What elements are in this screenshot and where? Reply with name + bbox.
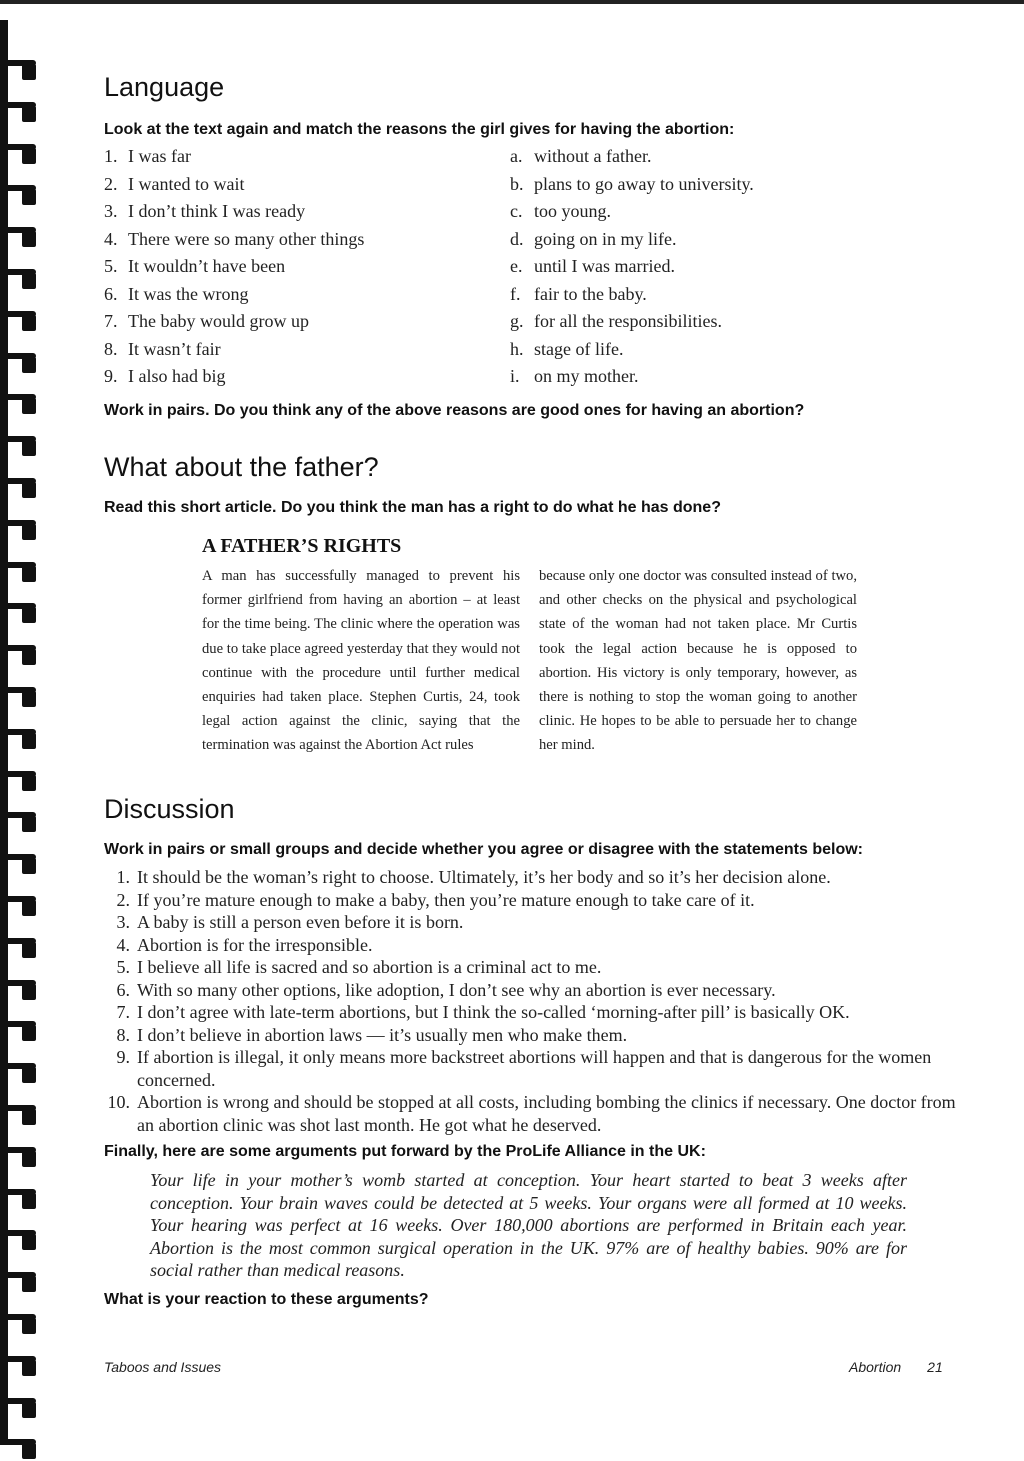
language-instruction: Look at the text again and match the reasons the girl gives for having the abortion:	[104, 121, 735, 138]
match-row	[104, 146, 804, 174]
right-item-letter: a.	[510, 146, 523, 166]
binding-ring	[0, 520, 40, 542]
binding-ring	[0, 1063, 40, 1085]
discussion-item	[104, 1091, 964, 1136]
left-item-number: 5.	[104, 256, 118, 276]
binding-ring	[0, 311, 40, 333]
left-item-text: I wanted to wait	[128, 173, 245, 194]
discussion-item-number: 7.	[116, 1002, 130, 1022]
discussion-item	[104, 979, 964, 1002]
binding-ring	[0, 771, 40, 793]
discussion-item-text: Abortion is for the irresponsible.	[137, 934, 373, 955]
binding-ring	[0, 729, 40, 751]
footer-section: Abortion	[849, 1359, 902, 1375]
matching-exercise	[104, 146, 804, 394]
left-item-text: It was the wrong	[128, 283, 249, 304]
discussion-item-number: 6.	[116, 979, 130, 1000]
left-item-text: I also had big	[128, 366, 226, 386]
father-instruction: Read this short article. Do you think the man has a right to do what he has done?	[104, 499, 721, 516]
footer-right	[849, 1359, 943, 1375]
left-item-text: The baby would grow up	[128, 311, 309, 331]
left-item-number: 2.	[104, 173, 118, 194]
binding-ring	[0, 1439, 40, 1461]
binding-ring	[0, 1189, 40, 1211]
discussion-item-text: If you’re mature enough to make a baby, then you’re mature enough to take care of it.	[137, 889, 755, 910]
discussion-item-number: 8.	[116, 1024, 130, 1045]
left-item-number: 3.	[104, 201, 118, 221]
discussion-item-text: Abortion is wrong and should be stopped at all costs, including bombing the clinics if necessary. One doctor from an abortion clinic was shot last month. He got what he deserved.	[137, 1092, 956, 1135]
match-row	[104, 339, 804, 367]
binding-ring	[0, 102, 40, 124]
binding-ring	[0, 353, 40, 375]
discussion-item-number: 3.	[116, 912, 130, 932]
discussion-list	[104, 866, 964, 1136]
footer-book-title: Taboos and Issues	[104, 1359, 222, 1375]
binding-ring	[0, 645, 40, 667]
discussion-item	[104, 1046, 964, 1091]
binding-ring	[0, 436, 40, 458]
discussion-item	[104, 889, 964, 912]
binding-ring	[0, 1398, 40, 1420]
right-item-letter: h.	[510, 338, 524, 359]
binding-ring	[0, 1230, 40, 1252]
article-column-2: because only one doctor was consulted instead of two, and other checks on the physical and psychological state of the woman had not taken place. Mr Curtis took the legal action because he is opposed to abortion. His victory is only temporary, however, as there is nothing to stop the woman going to another clinic. He hopes to be able to persuade her to change her mind.	[539, 568, 857, 754]
discussion-item	[104, 934, 964, 957]
spiral-binding	[0, 20, 44, 1440]
reaction-question: What is your reaction to these arguments?	[104, 1291, 429, 1308]
right-item-letter: i.	[510, 366, 520, 386]
left-item-text: It wouldn’t have been	[128, 256, 286, 276]
left-item-number: 9.	[104, 366, 118, 386]
match-row	[104, 311, 804, 339]
binding-ring	[0, 144, 40, 166]
left-item-number: 7.	[104, 311, 118, 331]
binding-ring	[0, 603, 40, 625]
pairs-instruction: Work in pairs. Do you think any of the above reasons are good ones for having an abortion?	[104, 402, 805, 419]
right-item-letter: b.	[510, 173, 524, 194]
match-row	[104, 174, 804, 202]
discussion-item-text: I don’t agree with late-term abortions, but I think the so-called ‘morning-after pill’ is basically OK.	[137, 1002, 850, 1022]
left-item-number: 4.	[104, 228, 118, 249]
discussion-item-text: With so many other options, like adoption, I don’t see why an abortion is ever necessary.	[137, 979, 776, 1000]
discussion-item-number: 4.	[116, 934, 130, 955]
match-row	[104, 256, 804, 284]
left-item-text: I was far	[128, 146, 191, 166]
right-item-text: on my mother.	[534, 366, 639, 386]
discussion-item	[104, 911, 964, 934]
prolife-quote: Your life in your mother’s womb started at conception. Your heart started to beat 3 weeks after conception. Your brain waves could be detected at 5 weeks. Your organs were all formed at 10 weeks. Your hearing was perfect at 16 weeks. Over 180,000 abortions are performed in Britain each year. Abortion is the most common surgical operation in the UK. 97% are of healthy babies. 90% are for social rather than medical reasons.	[150, 1170, 907, 1281]
right-item-letter: c.	[510, 201, 523, 221]
match-row	[104, 366, 804, 394]
right-item-letter: f.	[510, 283, 521, 304]
language-heading: Language	[104, 72, 225, 102]
discussion-item-number: 9.	[116, 1047, 130, 1067]
discussion-item-number: 1.	[116, 867, 130, 887]
father-heading: What about the father?	[104, 452, 379, 482]
match-row	[104, 229, 804, 257]
right-item-letter: g.	[510, 311, 524, 331]
discussion-item-text: If abortion is illegal, it only means more backstreet abortions will happen and that is dangerous for the women concerned.	[137, 1047, 932, 1090]
discussion-item-number: 2.	[116, 889, 130, 910]
binding-ring	[0, 185, 40, 207]
discussion-item-text: I believe all life is sacred and so abortion is a criminal act to me.	[137, 957, 602, 977]
discussion-item-number: 10.	[107, 1092, 130, 1112]
match-row	[104, 201, 804, 229]
left-item-text: I don’t think I was ready	[128, 201, 306, 221]
binding-ring	[0, 687, 40, 709]
binding-ring	[0, 394, 40, 416]
right-item-text: for all the responsibilities.	[534, 311, 722, 331]
binding-ring	[0, 980, 40, 1002]
binding-ring	[0, 1356, 40, 1378]
discussion-heading: Discussion	[104, 794, 235, 824]
discussion-item	[104, 1001, 964, 1024]
page-number: 21	[927, 1359, 943, 1375]
discussion-item-text: I don’t believe in abortion laws — it’s usually men who make them.	[137, 1024, 628, 1045]
binding-ring	[0, 1272, 40, 1294]
page-top-edge	[0, 0, 1024, 4]
right-item-text: going on in my life.	[534, 228, 677, 249]
discussion-item-number: 5.	[116, 957, 130, 977]
binding-ring	[0, 1314, 40, 1336]
article-column-1: A man has successfully managed to prevent his former girlfriend from having an abortion – at least for the time being. The clinic where the operation was due to take place agreed yesterday that they would not continue with the procedure until further medical enquiries had taken place. Stephen Curtis, 24, took legal action against the clinic, saying that the termination was against the Abortion Act rules	[202, 568, 520, 754]
discussion-instruction: Work in pairs or small groups and decide whether you agree or disagree with the statements below:	[104, 841, 863, 858]
right-item-letter: d.	[510, 228, 524, 249]
binding-ring	[0, 812, 40, 834]
discussion-item	[104, 866, 964, 889]
article-title: A FATHER’S RIGHTS	[202, 535, 402, 557]
binding-ring	[0, 1147, 40, 1169]
discussion-item-text: A baby is still a person even before it is born.	[137, 912, 464, 932]
left-item-number: 1.	[104, 146, 118, 166]
right-item-text: until I was married.	[534, 256, 675, 276]
binding-ring	[0, 478, 40, 500]
binding-ring	[0, 1105, 40, 1127]
discussion-item-text: It should be the woman’s right to choose. Ultimately, it’s her body and so it’s her decision alone.	[137, 867, 831, 887]
discussion-item	[104, 956, 964, 979]
right-item-text: too young.	[534, 201, 612, 221]
left-item-text: There were so many other things	[128, 228, 365, 249]
binding-ring	[0, 60, 40, 82]
left-item-text: It wasn’t fair	[128, 338, 221, 359]
right-item-text: without a father.	[534, 146, 652, 166]
finally-instruction: Finally, here are some arguments put forward by the ProLife Alliance in the UK:	[104, 1143, 706, 1160]
binding-ring	[0, 938, 40, 960]
left-item-number: 8.	[104, 338, 118, 359]
binding-ring	[0, 896, 40, 918]
binding-ring	[0, 562, 40, 584]
right-item-text: stage of life.	[534, 338, 624, 359]
match-row	[104, 284, 804, 312]
right-item-text: plans to go away to university.	[534, 173, 754, 194]
left-item-number: 6.	[104, 283, 118, 304]
discussion-item	[104, 1024, 964, 1047]
binding-ring	[0, 227, 40, 249]
right-item-letter: e.	[510, 256, 523, 276]
binding-ring	[0, 854, 40, 876]
binding-ring	[0, 269, 40, 291]
binding-ring	[0, 1021, 40, 1043]
right-item-text: fair to the baby.	[534, 283, 647, 304]
